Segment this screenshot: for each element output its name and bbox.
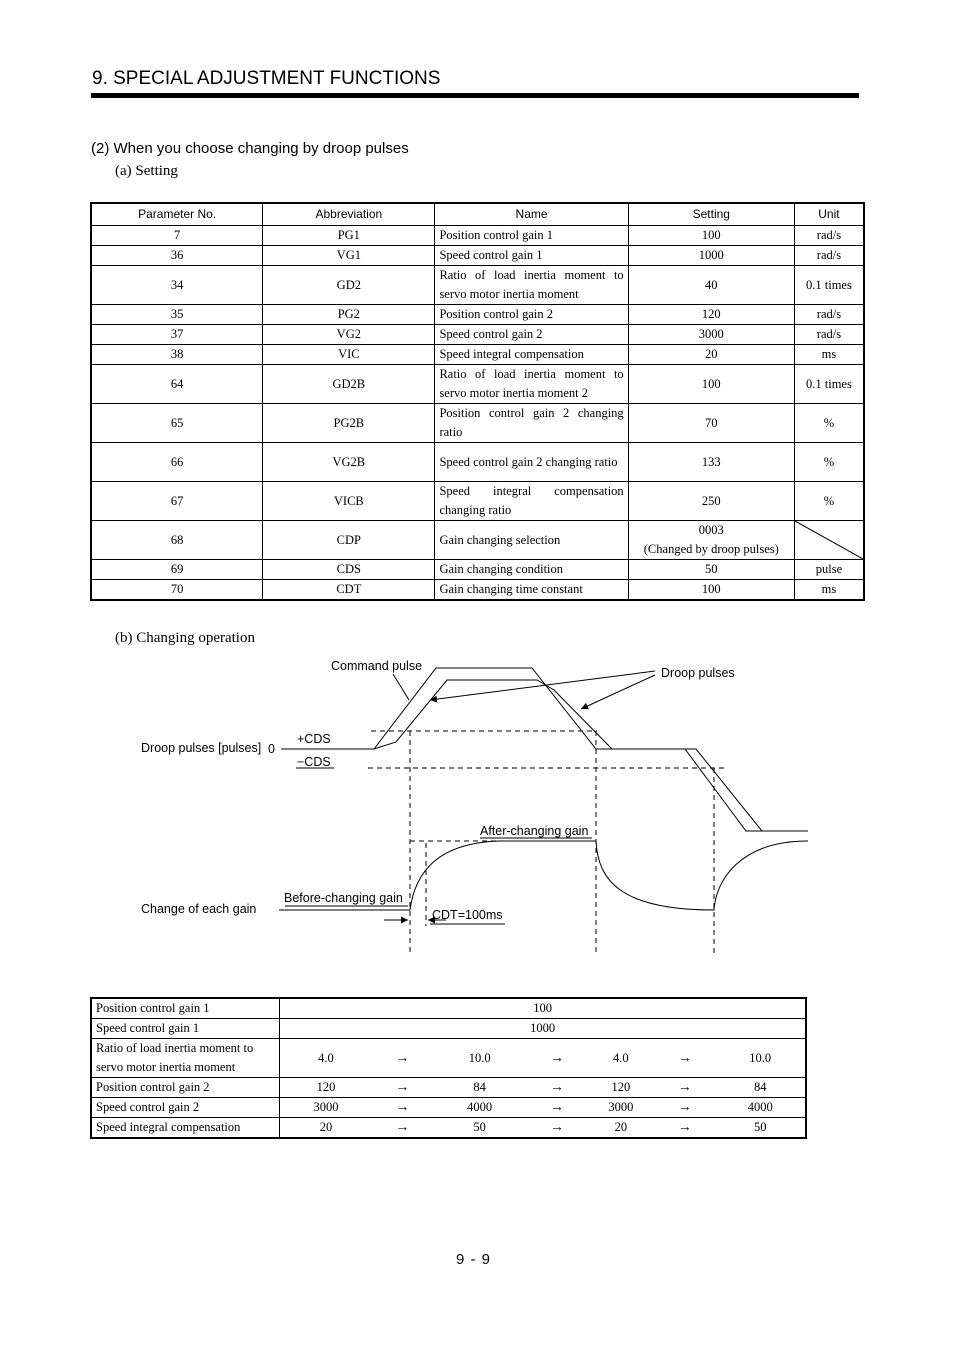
label-plus-cds: +CDS: [297, 732, 331, 746]
unit-cell: 0.1 times: [794, 365, 864, 404]
abbreviation-cell: PG2: [263, 305, 435, 325]
param-no-cell: 35: [91, 305, 263, 325]
param-no-cell: 7: [91, 226, 263, 246]
arrow-right-icon: →: [526, 1118, 587, 1139]
abbreviation-cell: VG1: [263, 246, 435, 266]
abbreviation-cell: VICB: [263, 482, 435, 521]
unit-cell: rad/s: [794, 305, 864, 325]
gain-row: [91, 1078, 806, 1098]
gain-value-cell: 3000: [280, 1098, 372, 1118]
param-no-cell: 70: [91, 580, 263, 601]
gain-row: [91, 1118, 806, 1139]
name-cell: Speed control gain 2: [435, 325, 628, 345]
param-no-cell: 38: [91, 345, 263, 365]
arrow-right-icon: →: [526, 1039, 587, 1078]
abbreviation-cell: CDP: [263, 521, 435, 560]
abbreviation-cell: GD2: [263, 266, 435, 305]
param-no-cell: 37: [91, 325, 263, 345]
gain-value-cell: 50: [715, 1118, 806, 1139]
unit-cell: rad/s: [794, 226, 864, 246]
col-header-setting: Setting: [628, 203, 794, 226]
name-cell: Gain changing time constant: [435, 580, 628, 601]
gain-constant-value: 1000: [280, 1019, 806, 1039]
arrow-right-icon: →: [654, 1039, 715, 1078]
arrow-right-icon: →: [372, 1098, 433, 1118]
setting-cell: 1000: [628, 246, 794, 266]
param-no-cell: 34: [91, 266, 263, 305]
gain-value-cell: 10.0: [715, 1039, 806, 1078]
abbreviation-cell: CDT: [263, 580, 435, 601]
unit-cell: %: [794, 443, 864, 482]
name-cell: Position control gain 2 changing ratio: [435, 404, 628, 443]
gain-row: [91, 998, 806, 1019]
label-minus-cds: −CDS: [297, 755, 331, 769]
setting-cell: 250: [628, 482, 794, 521]
abbreviation-cell: CDS: [263, 560, 435, 580]
name-cell: Speed integral compensation changing ratio: [435, 482, 628, 521]
subsection-changing-operation: (b) Changing operation: [115, 630, 255, 646]
col-header-name: Name: [435, 203, 628, 226]
setting-note: (Changed by droop pulses): [643, 542, 779, 556]
leader-droop-pulses-2: [581, 675, 655, 709]
name-cell: Ratio of load inertia moment to servo motor inertia moment: [435, 266, 628, 305]
leader-command-pulse: [393, 674, 409, 700]
gain-row: [91, 1039, 806, 1078]
arrow-right-icon: →: [654, 1118, 715, 1139]
label-change-of-each-gain: Change of each gain: [141, 902, 257, 916]
setting-cell: 70: [628, 404, 794, 443]
unit-cell: ms: [794, 580, 864, 601]
col-header-unit: Unit: [794, 203, 864, 226]
abbreviation-cell: VIC: [263, 345, 435, 365]
col-header-abbreviation: Abbreviation: [263, 203, 435, 226]
gain-value-cell: 50: [433, 1118, 526, 1139]
setting-cell: 100: [628, 580, 794, 601]
param-no-cell: 68: [91, 521, 263, 560]
setting-cell: 100: [628, 226, 794, 246]
gain-value-cell: 10.0: [433, 1039, 526, 1078]
abbreviation-cell: VG2B: [263, 443, 435, 482]
gain-change-table: [90, 997, 807, 1139]
name-cell: Gain changing condition: [435, 560, 628, 580]
abbreviation-cell: PG2B: [263, 404, 435, 443]
section-heading: (2) When you choose changing by droop pulses: [91, 140, 409, 157]
gain-label-cell: Speed control gain 2: [91, 1098, 280, 1118]
arrow-right-icon: →: [372, 1039, 433, 1078]
name-cell: Position control gain 1: [435, 226, 628, 246]
setting-cell: 120: [628, 305, 794, 325]
arrow-right-icon: →: [372, 1118, 433, 1139]
gain-label-cell: Speed control gain 1: [91, 1019, 280, 1039]
label-zero: 0: [268, 742, 275, 756]
col-header-parameter-no: Parameter No.: [91, 203, 263, 226]
unit-cell: 0.1 times: [794, 266, 864, 305]
param-no-cell: 64: [91, 365, 263, 404]
name-cell: Speed control gain 1: [435, 246, 628, 266]
param-no-cell: 69: [91, 560, 263, 580]
gain-value-cell: 120: [280, 1078, 372, 1098]
unit-cell: %: [794, 482, 864, 521]
abbreviation-cell: VG2: [263, 325, 435, 345]
unit-cell: pulse: [794, 560, 864, 580]
gain-value-cell: 84: [433, 1078, 526, 1098]
page-number: 9 - 9: [456, 1251, 492, 1268]
unit-cell: ms: [794, 345, 864, 365]
gain-constant-value: 100: [280, 998, 806, 1019]
label-droop-pulses: Droop pulses: [661, 666, 735, 680]
setting-value: 0003: [698, 523, 724, 537]
setting-cell: 133: [628, 443, 794, 482]
unit-cell: rad/s: [794, 246, 864, 266]
param-no-cell: 66: [91, 443, 263, 482]
name-cell: Gain changing selection: [435, 521, 628, 560]
droop-pulses-line: [374, 680, 808, 831]
setting-cell: 3000: [628, 325, 794, 345]
unit-cell: %: [794, 404, 864, 443]
page-header-title: 9. SPECIAL ADJUSTMENT FUNCTIONS: [92, 68, 441, 89]
name-cell: Ratio of load inertia moment to servo motor inertia moment 2: [435, 365, 628, 404]
label-before-changing-gain: Before-changing gain: [284, 891, 403, 905]
gain-value-cell: 120: [588, 1078, 655, 1098]
arrow-right-icon: →: [526, 1098, 587, 1118]
gain-label-cell: Position control gain 1: [91, 998, 280, 1019]
gain-value-cell: 84: [715, 1078, 806, 1098]
gain-label-cell: Position control gain 2: [91, 1078, 280, 1098]
param-no-cell: 65: [91, 404, 263, 443]
setting-cell: 50: [628, 560, 794, 580]
gain-value-cell: 4.0: [280, 1039, 372, 1078]
arrow-right-icon: →: [372, 1078, 433, 1098]
arrow-right-icon: →: [526, 1078, 587, 1098]
setting-cell: 40: [628, 266, 794, 305]
arrow-right-icon: →: [654, 1078, 715, 1098]
gain-value-cell: 3000: [588, 1098, 655, 1118]
name-cell: Speed control gain 2 changing ratio: [435, 443, 628, 482]
gain-value-cell: 4000: [433, 1098, 526, 1118]
abbreviation-cell: GD2B: [263, 365, 435, 404]
label-droop-axis: Droop pulses [pulses]: [141, 741, 262, 755]
gain-label-cell: Ratio of load inertia moment to servo motor inertia moment: [91, 1039, 280, 1078]
gain-value-cell: 4.0: [588, 1039, 655, 1078]
unit-cell: rad/s: [794, 325, 864, 345]
param-no-cell: 67: [91, 482, 263, 521]
param-no-cell: 36: [91, 246, 263, 266]
name-cell: Position control gain 2: [435, 305, 628, 325]
gain-row: [91, 1098, 806, 1118]
setting-cell: 20: [628, 345, 794, 365]
leader-droop-pulses-1: [430, 671, 655, 700]
label-command-pulse: Command pulse: [331, 659, 423, 673]
gain-value-cell: 20: [280, 1118, 372, 1139]
setting-cell: 100: [628, 365, 794, 404]
arrow-right-icon: →: [654, 1098, 715, 1118]
gain-value-cell: 20: [588, 1118, 655, 1139]
label-cdt: CDT=100ms: [432, 908, 503, 922]
gain-label-cell: Speed integral compensation: [91, 1118, 280, 1139]
label-after-changing-gain: After-changing gain: [480, 824, 589, 838]
name-cell: Speed integral compensation: [435, 345, 628, 365]
abbreviation-cell: PG1: [263, 226, 435, 246]
subsection-setting: (a) Setting: [115, 163, 178, 179]
gain-row: [91, 1019, 806, 1039]
gain-value-cell: 4000: [715, 1098, 806, 1118]
